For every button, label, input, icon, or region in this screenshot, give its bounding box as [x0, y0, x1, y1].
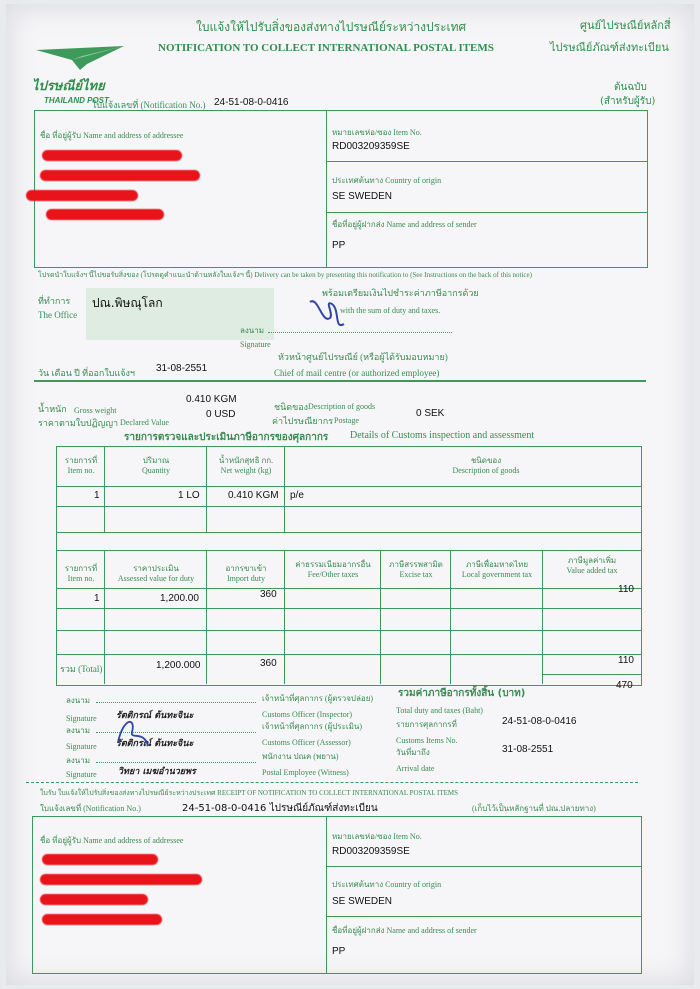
postage-label-en: Postage — [334, 416, 359, 425]
logo-text-en: THAILAND POST — [44, 96, 109, 105]
t2-header-vat: ภาษีมูลค่าเพิ่ม Value added tax — [566, 556, 618, 575]
desc-label-th: ชนิดของ — [274, 402, 309, 412]
officer-sign-th-3: ลงนาม — [66, 756, 91, 765]
country: SE SWEDEN — [332, 191, 393, 202]
customs-title-en: Details of Customs inspection and assessment — [350, 430, 535, 441]
total-vat: 110 — [618, 655, 634, 666]
assessor-signature-icon — [114, 712, 154, 752]
t2-assessed: 1,200.00 — [160, 593, 199, 604]
witness-label-th: พนักงาน ปณค (พยาน) — [262, 752, 339, 761]
sender: PP — [332, 240, 346, 251]
receipt-country-label: ประเทศต้นทาง Country of origin — [332, 880, 442, 889]
duty-note-en: with the sum of duty and taxes. — [340, 306, 441, 315]
t1-desc: p/e — [290, 490, 304, 501]
signature-mark-icon — [304, 294, 354, 336]
receipt-country: SE SWEDEN — [332, 896, 393, 907]
declared-label-en: Declared Value — [120, 418, 169, 427]
copy-label: ต้นฉบับ — [614, 82, 647, 93]
t2-item: 1 — [94, 593, 100, 604]
inspector-name: รัตติกรณ์ ต้นทะจินะ — [116, 711, 194, 721]
assessor-name: รัตติกรณ์ ต้นทะจินะ — [116, 739, 194, 749]
total-tax-label-th: รวมค่าภาษีอากรทั้งสิ้น (บาท) — [398, 688, 526, 699]
gross-weight: 0.410 KGM — [186, 394, 237, 405]
t1-header-qty: ปริมาณ Quantity — [142, 456, 170, 475]
title-th: ใบแจ้งให้ไปรับสิ่งของส่งทางไปรษณีย์ระหว่างประเทศ — [196, 20, 467, 34]
redacted-address-line — [42, 150, 182, 161]
receipt-sender-label: ชื่อที่อยู่ผู้ฝากส่ง Name and address of sender — [332, 926, 477, 935]
item-no-label: หมายเลขห่อ/ซอง Item No. — [332, 128, 422, 137]
arrival-label-en: Arrival date — [396, 764, 435, 773]
date-label: วัน เดือน ปี ที่ออกใบแจ้งฯ — [38, 368, 135, 378]
country-label: ประเทศต้นทาง Country of origin — [332, 176, 442, 185]
receipt-notif-value: 24-51-08-0-0416 ไปรษณีย์ภัณฑ์ส่งทะเบียน — [182, 803, 378, 814]
bird-logo-icon — [32, 40, 127, 72]
logo-text-th: ไปรษณีย์ไทย — [32, 79, 105, 94]
weight-label-en: Gross weight — [74, 406, 117, 415]
sign-label-th: ลงนาม — [240, 326, 265, 335]
sender-label: ชื่อที่อยู่ผู้ฝากส่ง Name and address of sender — [332, 220, 477, 229]
weight-label-th: น้ำหนัก — [38, 404, 67, 414]
grand-total: 470 — [616, 680, 633, 691]
total-tax-label-en: Total duty and taxes (Baht) — [396, 706, 483, 715]
receipt-item-no: RD003209359SE — [332, 846, 410, 857]
receipt-notif-label: ใบแจ้งเลขที่ (Notification No.) — [40, 804, 141, 813]
assessor-label-th: เจ้าหน้าที่ศุลกากร (ผู้ประเมิน) — [262, 722, 363, 731]
redacted-address-line — [40, 170, 200, 181]
t1-header-weight: น้ำหนักสุทธิ กก. Net weight (kg) — [218, 456, 274, 475]
office-label-th: ที่ทำการ — [38, 296, 71, 306]
chief-label-th: หัวหน้าศูนย์ไปรษณีย์ (หรือผู้ได้รับมอบหมาย) — [278, 352, 448, 362]
redacted-address-line — [40, 874, 202, 885]
sign-label-en: Signature — [240, 340, 271, 349]
receipt-item-label: หมายเลขห่อ/ซอง Item No. — [332, 832, 422, 841]
declared-label-th: ราคาตามใบปฏิญญา — [38, 418, 119, 428]
total-assessed: 1,200.000 — [156, 660, 201, 671]
inspector-label-en: Customs Officer (Inspector) — [262, 710, 353, 719]
duty-note-th: พร้อมเตรียมเงินไปชำระค่าภาษีอากรด้วย — [322, 288, 479, 298]
arrival-label-th: วันที่มาถึง — [396, 748, 430, 757]
t2-header-fee: ค่าธรรมเนียมอากรอื่น Fee/Other taxes — [295, 560, 371, 579]
t1-weight: 0.410 KGM — [228, 490, 279, 501]
customs-no: 24-51-08-0-0416 — [502, 716, 577, 727]
delivery-instruction: โปรดนำใบแจ้งฯ นี้ไปขอรับสิ่งของ (โปรดดูคำแนะนำด้านหลังใบแจ้งฯ นี้) Delivery can be taken by presenting this notification to (See Instructions on the back of this notice) — [38, 271, 532, 279]
thailand-post-logo — [32, 40, 127, 105]
notification-number: 24-51-08-0-0416 — [214, 97, 289, 108]
officer-sign-en-3: Signature — [66, 770, 97, 779]
addressee-label: ชื่อ ที่อยู่ผู้รับ Name and address of addressee — [40, 131, 184, 140]
witness-label-en: Postal Employee (Witness) — [262, 768, 349, 777]
notification-form — [6, 4, 694, 985]
office-line2: ไปรษณีย์ภัณฑ์ส่งทะเบียน — [550, 41, 669, 54]
t1-item: 1 — [94, 490, 100, 501]
receipt-note: (เก็บไว้เป็นหลักฐานที่ ปณ.ปลายทาง) — [472, 804, 596, 813]
issue-date: 31-08-2551 — [156, 363, 208, 374]
postage: 0 SEK — [416, 408, 445, 419]
total-duty: 360 — [260, 658, 277, 669]
redacted-address-line — [42, 854, 158, 865]
t2-header-assessed: ราคาประเมิน Assessed value for duty — [117, 564, 195, 583]
customs-no-label-en: Customs Items No. — [396, 736, 458, 745]
receipt-addressee-label: ชื่อ ที่อยู่ผู้รับ Name and address of addressee — [40, 836, 184, 845]
t1-header-desc: ชนิดของ Description of goods — [452, 456, 520, 475]
officer-sign-en-1: Signature — [66, 714, 97, 723]
redacted-address-line — [42, 914, 162, 925]
t2-header-excise: ภาษีสรรพสามิต Excise tax — [389, 560, 443, 579]
t1-qty: 1 LO — [178, 490, 200, 501]
chief-label-en: Chief of mail centre (or authorized employee) — [274, 368, 440, 378]
redacted-address-line — [46, 209, 164, 220]
desc-label-en: Description of goods — [308, 402, 376, 411]
assessor-label-en: Customs Officer (Assessor) — [262, 738, 351, 747]
t2-header-local: ภาษีเพื่อมหาดไทย Local government tax — [461, 560, 533, 579]
office-value: ปณ.พิษณุโลก — [92, 296, 163, 310]
title-en: NOTIFICATION TO COLLECT INTERNATIONAL POSTAL ITEMS — [158, 42, 494, 54]
office-label-en: The Office — [38, 310, 78, 320]
officer-sign-en-2: Signature — [66, 742, 97, 751]
customs-no-label-th: รายการศุลกากรที่ — [396, 720, 457, 729]
receipt-title: ใบรับ ใบแจ้งให้ไปรับสิ่งของส่งทางไปรษณีย์ระหว่างประเทศ RECEIPT OF NOTIFICATION TO COLLECT INTERNATIONAL POSTAL ITEMS — [40, 789, 459, 797]
declared-value: 0 USD — [206, 409, 236, 420]
redacted-address-line — [26, 190, 138, 201]
customs-title-th: รายการตรวจและประเมินภาษีอากรของศุลกากร — [124, 432, 329, 443]
witness-name: วิทยา เมฆอำนวยพร — [118, 767, 196, 777]
officer-sign-th-1: ลงนาม — [66, 696, 91, 705]
redacted-address-line — [40, 894, 148, 905]
notification-label: ใบแจ้งเลขที่ (Notification No.) — [92, 100, 206, 110]
inspector-label-th: เจ้าหน้าที่ศุลกากร (ผู้ตรวจปล่อย) — [262, 694, 374, 703]
copy-note: (สำหรับผู้รับ) — [600, 96, 656, 107]
total-label: รวม (Total) — [60, 664, 103, 674]
officer-sign-th-2: ลงนาม — [66, 726, 91, 735]
arrival-date: 31-08-2551 — [502, 744, 554, 755]
postage-label-th: ค่าไปรษณียากร — [272, 416, 334, 426]
t2-header-duty: อากรขาเข้า Import duty — [225, 564, 267, 583]
receipt-sender: PP — [332, 946, 346, 957]
t2-duty: 360 — [260, 589, 277, 600]
office-line1: ศูนย์ไปรษณีย์หลักสี่ — [580, 19, 671, 32]
item-no: RD003209359SE — [332, 141, 410, 152]
t2-vat: 110 — [618, 584, 634, 595]
t1-header-item: รายการที่ Item no. — [64, 456, 98, 475]
t2-header-item: รายการที่ Item no. — [64, 564, 98, 583]
